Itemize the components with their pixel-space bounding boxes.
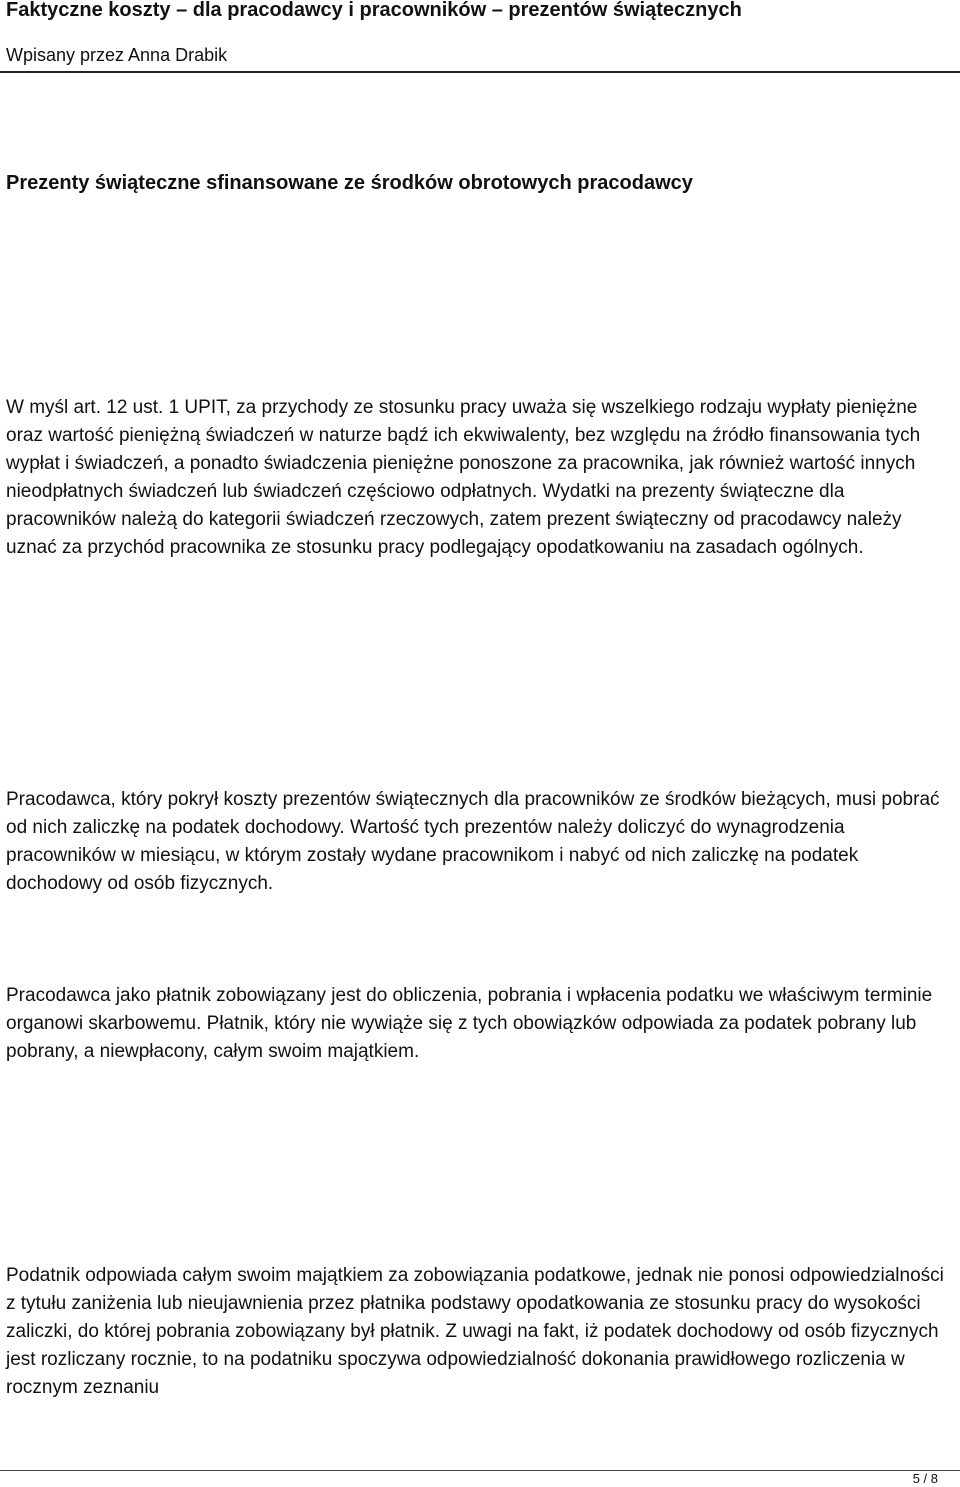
section-heading: Prezenty świąteczne sfinansowane ze środków obrotowych pracodawcy xyxy=(6,172,693,194)
page-number: 5 / 8 xyxy=(912,1471,938,1486)
paragraph-2: Pracodawca, który pokrył koszty prezentów świątecznych dla pracowników ze środków bieżących, musi pobrać od nich zaliczkę na podatek dochodowy. Wartość tych prezentów należy doliczyć do wynagrodzenia pracowników w miesiącu, w którym zostały wydane pracownikom i nabyć od nich zaliczkę na podatek dochodowy od osób fizycznych. xyxy=(6,789,940,894)
paragraph-3: Pracodawca jako płatnik zobowiązany jest do obliczenia, pobrania i wpłacenia podatku we właściwym terminie organowi skarbowemu. Płatnik, który nie wywiąże się z tych obowiązków odpowiada za podatek pobrany lub pobrany, a niewpłacony, całym swoim majątkiem. xyxy=(6,985,933,1062)
author-line: Wpisany przez Anna Drabik xyxy=(6,45,228,65)
document-title: Faktyczne koszty – dla pracodawcy i pracowników – prezentów świątecznych xyxy=(6,0,742,21)
header-divider xyxy=(0,71,960,73)
paragraph-1: W myśl art. 12 ust. 1 UPIT, za przychody ze stosunku pracy uważa się wszelkiego rodzaju wypłaty pieniężne oraz wartość pieniężną świadczeń w naturze bądź ich ekwiwalenty, bez względu na źródło finansowania tych wypłat i świadczeń, a ponadto świadczenia pieniężne ponoszone za pracownika, jak również wartość innych nieodpłatnych świadczeń lub świadczeń częściowo odpłatnych. Wydatki na prezenty świąteczne dla pracowników należą do kategorii świadczeń rzeczowych, zatem prezent świąteczny od pracodawcy należy uznać za przychód pracownika ze stosunku pracy podlegający opodatkowaniu na zasadach ogólnych. xyxy=(6,397,921,558)
paragraph-4: Podatnik odpowiada całym swoim majątkiem za zobowiązania podatkowe, jednak nie ponosi odpowiedzialności z tytułu zaniżenia lub nieujawnienia przez płatnika podstawy opodatkowania ze stosunku pracy do wysokości zaliczki, do której pobrania zobowiązany był płatnik. Z uwagi na fakt, iż podatek dochodowy od osób fizycznych jest rozliczany rocznie, to na podatniku spoczywa odpowiedzialność dokonania prawidłowego rozliczenia w rocznym zeznaniu xyxy=(6,1265,944,1398)
footer-divider xyxy=(0,1470,960,1471)
